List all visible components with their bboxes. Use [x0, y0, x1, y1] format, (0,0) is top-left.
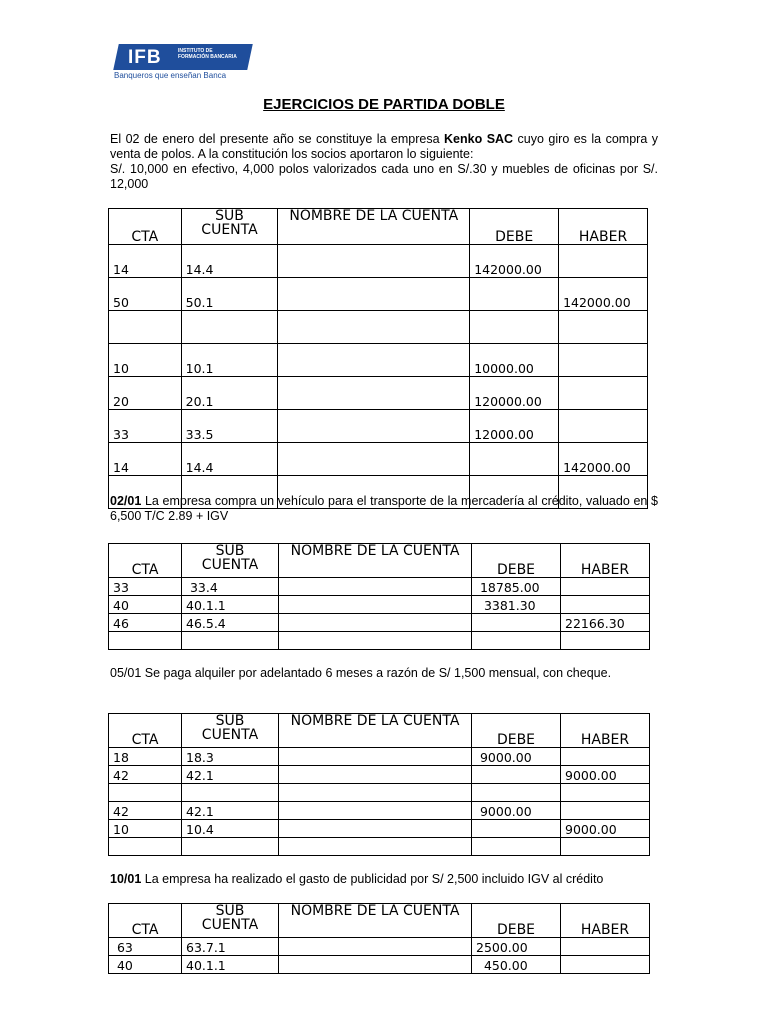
cell-haber: [561, 956, 650, 974]
cell-sub: 33.5: [181, 410, 278, 443]
entry-0501: [110, 666, 658, 681]
table-row: [109, 410, 648, 443]
header-debe: DEBE: [472, 714, 561, 748]
table-header-row: [109, 904, 650, 938]
cell-nombre: [278, 443, 470, 476]
cell-debe: 120000.00: [470, 377, 559, 410]
table-row: [109, 614, 650, 632]
cell-debe: 450.00: [472, 956, 561, 974]
cell-haber: 9000.00: [561, 820, 650, 838]
entry-text: La empresa ha realizado el gasto de publicidad por S/ 2,500 incluido IGV al crédito: [141, 872, 604, 886]
cell-cta: 63: [109, 938, 182, 956]
table-header-row: [109, 209, 648, 245]
ifb-logo: [112, 44, 252, 84]
cell-sub: 63.7.1: [182, 938, 279, 956]
intro-text-3: S/. 10,000 en efectivo, 4,000 polos valorizados cada uno en S/.30 y muebles de oficinas por S/. 12,000: [110, 162, 658, 191]
cell-cta: 50: [109, 278, 182, 311]
logo-brand: IFB: [128, 47, 162, 68]
cell-debe: 142000.00: [470, 245, 559, 278]
cell-cta: 14: [109, 245, 182, 278]
cell-nombre: [278, 278, 470, 311]
cell-haber: [559, 311, 648, 344]
cell-sub: [182, 632, 279, 650]
cell-debe: [472, 614, 561, 632]
header-cta: CTA: [109, 714, 182, 748]
table-row: [109, 938, 650, 956]
cell-sub: 40.1.1: [182, 956, 279, 974]
cell-cta: 33: [109, 578, 182, 596]
cell-sub: 33.4: [182, 578, 279, 596]
cell-sub: 50.1: [181, 278, 278, 311]
cell-nombre: [279, 578, 472, 596]
table-row: [109, 784, 650, 802]
cell-nombre: [279, 838, 472, 856]
cell-nombre: [279, 614, 472, 632]
cell-debe: 9000.00: [472, 748, 561, 766]
cell-haber: [561, 578, 650, 596]
cell-cta: 10: [109, 344, 182, 377]
journal-table-2: [108, 543, 650, 650]
intro-text-1: El 02 de enero del presente año se constituye la empresa: [110, 132, 445, 146]
table-row: [109, 311, 648, 344]
header-nombre: NOMBRE DE LA CUENTA: [278, 209, 470, 245]
cell-haber: [561, 596, 650, 614]
header-cta: CTA: [109, 209, 182, 245]
cell-cta: 40: [109, 596, 182, 614]
table-header-row: [109, 714, 650, 748]
entry-1001: [110, 872, 658, 887]
cell-haber: [561, 632, 650, 650]
cell-cta: 20: [109, 377, 182, 410]
journal-table-4: [108, 903, 650, 974]
header-debe: DEBE: [470, 209, 559, 245]
cell-haber: [559, 377, 648, 410]
header-debe: DEBE: [472, 544, 561, 578]
cell-sub: [181, 311, 278, 344]
cell-nombre: [279, 748, 472, 766]
cell-haber: 142000.00: [559, 443, 648, 476]
cell-haber: [561, 802, 650, 820]
cell-haber: [561, 838, 650, 856]
cell-nombre: [278, 410, 470, 443]
cell-debe: 18785.00: [472, 578, 561, 596]
cell-sub: 42.1: [182, 802, 279, 820]
intro-paragraph: [110, 132, 658, 192]
cell-sub: 46.5.4: [182, 614, 279, 632]
header-debe: DEBE: [472, 904, 561, 938]
cell-sub: [182, 838, 279, 856]
cell-haber: [559, 410, 648, 443]
cell-debe: [472, 838, 561, 856]
header-cta: CTA: [109, 544, 182, 578]
cell-nombre: [279, 766, 472, 784]
table-row: [109, 596, 650, 614]
table-row: [109, 838, 650, 856]
intro-text-2: cuyo giro es la compra y venta de polos. A la constitución los socios aportaron lo siguiente:: [110, 132, 658, 161]
cell-haber: [559, 344, 648, 377]
cell-cta: 10: [109, 820, 182, 838]
cell-nombre: [279, 596, 472, 614]
cell-sub: 42.1: [182, 766, 279, 784]
cell-debe: 9000.00: [472, 802, 561, 820]
table-row: [109, 956, 650, 974]
cell-cta: 42: [109, 766, 182, 784]
journal-table-3: [108, 713, 650, 856]
table-row: [109, 245, 648, 278]
cell-cta: 14: [109, 443, 182, 476]
cell-nombre: [279, 802, 472, 820]
cell-nombre: [279, 956, 472, 974]
header-haber: HABER: [559, 209, 648, 245]
header-haber: HABER: [561, 904, 650, 938]
cell-sub: 14.4: [181, 443, 278, 476]
logo-tagline: Banqueros que enseñan Banca: [114, 71, 227, 80]
table-row: [109, 344, 648, 377]
cell-sub: 10.4: [182, 820, 279, 838]
header-cta: CTA: [109, 904, 182, 938]
cell-sub: 40.1.1: [182, 596, 279, 614]
cell-nombre: [278, 311, 470, 344]
table-row: [109, 766, 650, 784]
cell-nombre: [279, 820, 472, 838]
cell-debe: [472, 820, 561, 838]
table-row: [109, 802, 650, 820]
cell-nombre: [278, 245, 470, 278]
entry-text: La empresa compra un vehículo para el transporte de la mercadería al crédito, valuado en $ 6,500 T/C 2.89 + IGV: [110, 494, 658, 523]
cell-nombre: [278, 344, 470, 377]
cell-debe: 12000.00: [470, 410, 559, 443]
cell-sub: [182, 784, 279, 802]
cell-cta: [109, 632, 182, 650]
cell-debe: [472, 766, 561, 784]
header-sub: SUB CUENTA: [182, 904, 279, 938]
table-header-row: [109, 544, 650, 578]
cell-haber: [559, 245, 648, 278]
cell-nombre: [279, 632, 472, 650]
cell-cta: [109, 838, 182, 856]
cell-cta: [109, 784, 182, 802]
cell-haber: [561, 748, 650, 766]
entry-text: 05/01 Se paga alquiler por adelantado 6 meses a razón de S/ 1,500 mensual, con cheque.: [110, 666, 612, 680]
cell-nombre: [279, 784, 472, 802]
cell-haber: [561, 938, 650, 956]
cell-debe: 2500.00: [472, 938, 561, 956]
table-row: [109, 278, 648, 311]
table-row: [109, 748, 650, 766]
cell-debe: 3381.30: [472, 596, 561, 614]
cell-debe: [472, 784, 561, 802]
cell-cta: 18: [109, 748, 182, 766]
cell-cta: [109, 311, 182, 344]
cell-debe: [470, 311, 559, 344]
cell-sub: 18.3: [182, 748, 279, 766]
cell-nombre: [279, 938, 472, 956]
cell-haber: 9000.00: [561, 766, 650, 784]
header-sub: SUB CUENTA: [182, 714, 279, 748]
table-row: [109, 377, 648, 410]
entry-date: 02/01: [110, 494, 142, 508]
table-row: [109, 820, 650, 838]
cell-cta: 40: [109, 956, 182, 974]
logo-subtitle: INSTITUTO DE FORMACIÓN BANCARIA: [178, 48, 237, 60]
company-name: Kenko SAC: [444, 132, 514, 146]
cell-haber: 22166.30: [561, 614, 650, 632]
entry-0201: [110, 494, 658, 524]
entry-date: 10/01: [110, 872, 142, 886]
cell-cta: 46: [109, 614, 182, 632]
cell-haber: 142000.00: [559, 278, 648, 311]
cell-sub: 10.1: [181, 344, 278, 377]
page-title: EJERCICIOS DE PARTIDA DOBLE: [263, 96, 505, 113]
header-nombre: NOMBRE DE LA CUENTA: [279, 544, 472, 578]
header-haber: HABER: [561, 714, 650, 748]
header-sub: SUB CUENTA: [181, 209, 278, 245]
cell-cta: 42: [109, 802, 182, 820]
cell-debe: [472, 632, 561, 650]
header-haber: HABER: [561, 544, 650, 578]
table-row: [109, 443, 648, 476]
header-nombre: NOMBRE DE LA CUENTA: [279, 904, 472, 938]
cell-nombre: [278, 377, 470, 410]
table-row: [109, 632, 650, 650]
journal-table-1: [108, 208, 648, 509]
header-sub: SUB CUENTA: [182, 544, 279, 578]
cell-debe: [470, 443, 559, 476]
cell-cta: 33: [109, 410, 182, 443]
cell-haber: [561, 784, 650, 802]
table-row: [109, 578, 650, 596]
header-nombre: NOMBRE DE LA CUENTA: [279, 714, 472, 748]
cell-sub: 14.4: [181, 245, 278, 278]
cell-debe: 10000.00: [470, 344, 559, 377]
cell-debe: [470, 278, 559, 311]
cell-sub: 20.1: [181, 377, 278, 410]
